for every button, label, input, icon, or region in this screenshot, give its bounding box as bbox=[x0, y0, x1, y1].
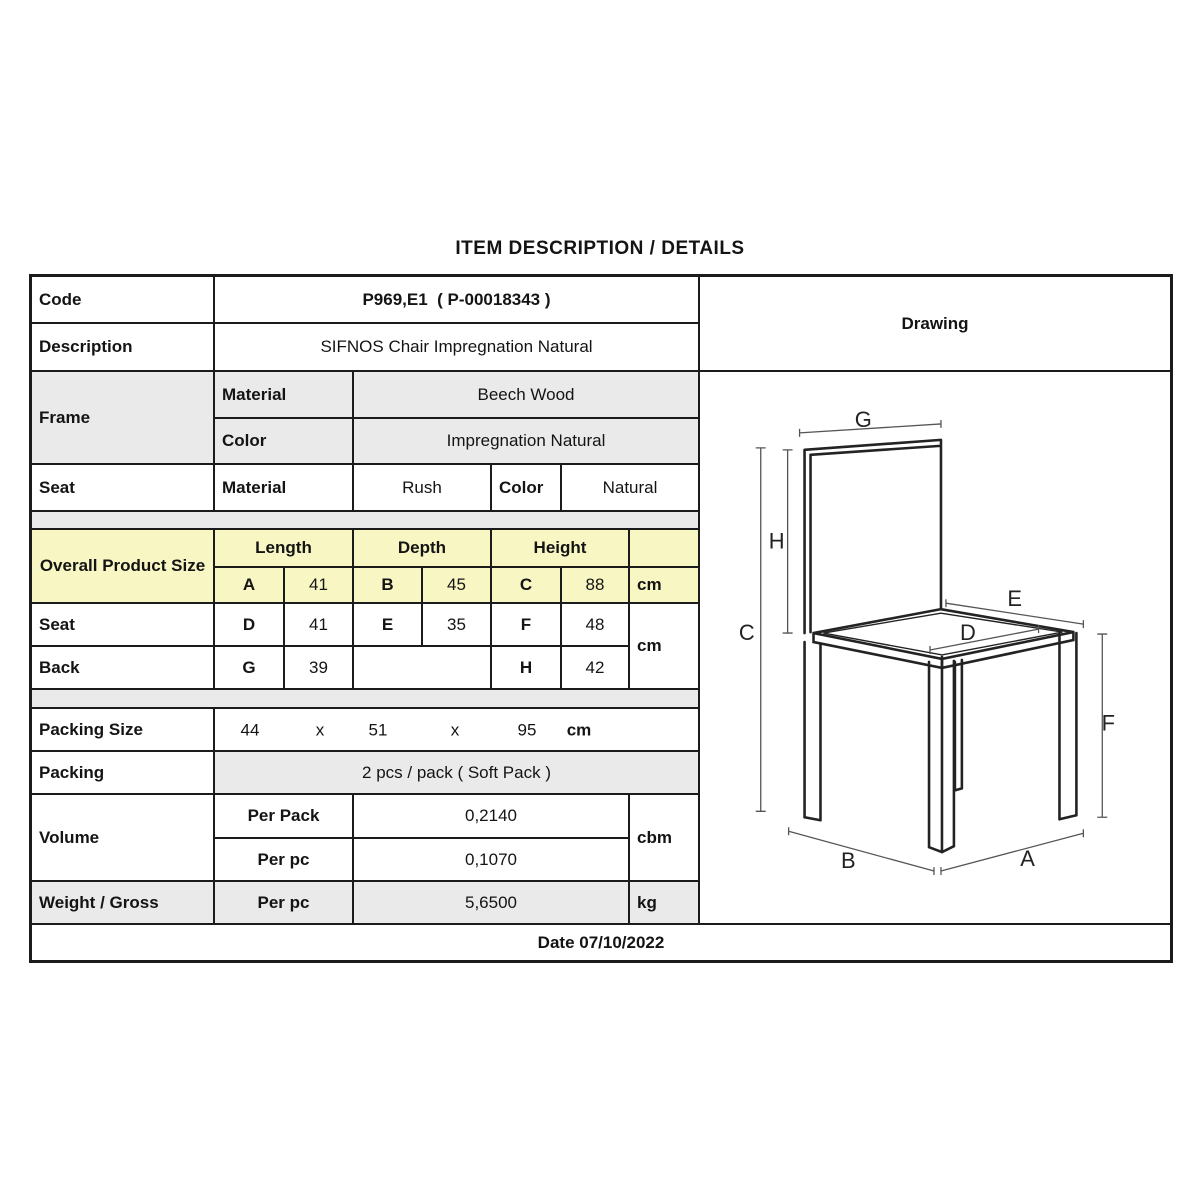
dim-key-c: C bbox=[490, 566, 562, 604]
volume-per-pc-label: Per pc bbox=[213, 837, 354, 882]
size-header-empty-cell bbox=[628, 528, 700, 568]
weight-value: 5,6500 bbox=[352, 880, 630, 925]
dim-key-a: A bbox=[213, 566, 285, 604]
drawing-cell bbox=[698, 370, 1172, 925]
dim-label-e: E bbox=[1007, 586, 1022, 612]
dim-key-h: H bbox=[490, 645, 562, 690]
dimension-lines bbox=[756, 420, 1108, 875]
description-label: Description bbox=[30, 322, 215, 372]
chair-drawing bbox=[700, 372, 1170, 923]
code-value: P969,E1 ( P-00018343 ) bbox=[213, 275, 700, 324]
weight-label: Weight / Gross bbox=[30, 880, 215, 925]
spacer-row bbox=[30, 510, 700, 530]
seat-material-label: Material bbox=[213, 463, 354, 512]
seat-back-unit: cm bbox=[628, 602, 700, 690]
dim-label-a: A bbox=[1020, 846, 1035, 872]
volume-label: Volume bbox=[30, 793, 215, 882]
dim-key-f: F bbox=[490, 602, 562, 647]
dim-label-c: C bbox=[738, 620, 755, 646]
depth-header: Depth bbox=[352, 528, 492, 568]
weight-per-pc-label: Per pc bbox=[213, 880, 354, 925]
frame-label: Frame bbox=[30, 370, 215, 465]
dim-label-d: D bbox=[959, 620, 976, 646]
frame-material-label: Material bbox=[213, 370, 354, 419]
dim-value-a: 41 bbox=[283, 566, 354, 604]
dim-key-e: E bbox=[352, 602, 423, 647]
dim-value-h: 42 bbox=[560, 645, 630, 690]
frame-color-label: Color bbox=[213, 417, 354, 465]
packing-label: Packing bbox=[30, 750, 215, 795]
overall-size-label: Overall Product Size bbox=[30, 528, 215, 604]
packing-depth: 51 bbox=[368, 719, 388, 739]
dim-key-g: G bbox=[213, 645, 285, 690]
description-value: SIFNOS Chair Impregnation Natural bbox=[213, 322, 700, 372]
packing-value: 2 pcs / pack ( Soft Pack ) bbox=[213, 750, 700, 795]
height-header: Height bbox=[490, 528, 630, 568]
frame-material-value: Beech Wood bbox=[352, 370, 700, 419]
dim-label-h: H bbox=[768, 528, 785, 554]
seat-material-value: Rush bbox=[352, 463, 492, 512]
volume-unit: cbm bbox=[628, 793, 700, 882]
dim-value-b: 45 bbox=[421, 566, 492, 604]
frame-color-value: Impregnation Natural bbox=[352, 417, 700, 465]
volume-per-pc-value: 0,1070 bbox=[352, 837, 630, 882]
dim-key-d: D bbox=[213, 602, 285, 647]
weight-unit: kg bbox=[628, 880, 700, 925]
dim-label-g: G bbox=[854, 406, 872, 432]
date-row: Date 07/10/2022 bbox=[30, 923, 1172, 962]
packing-size-value bbox=[213, 707, 700, 752]
volume-per-pack-label: Per Pack bbox=[213, 793, 354, 839]
dim-value-e: 35 bbox=[421, 602, 492, 647]
dim-label-b: B bbox=[841, 848, 856, 874]
packing-size-label: Packing Size bbox=[30, 707, 215, 752]
back-dims-label: Back bbox=[30, 645, 215, 690]
dim-key-b: B bbox=[352, 566, 423, 604]
packing-width: 44 bbox=[240, 719, 260, 739]
back-row-empty-cell bbox=[352, 645, 492, 690]
code-label: Code bbox=[30, 275, 215, 324]
dim-value-g: 39 bbox=[283, 645, 354, 690]
chair-outline bbox=[805, 440, 1077, 852]
packing-size-unit: cm bbox=[566, 719, 592, 739]
spacer-row bbox=[30, 688, 700, 709]
page-title: ITEM DESCRIPTION / DETAILS bbox=[455, 238, 745, 259]
packing-sep: x bbox=[315, 719, 325, 739]
drawing-header: Drawing bbox=[698, 275, 1172, 372]
seat-color-value: Natural bbox=[560, 463, 700, 512]
length-header: Length bbox=[213, 528, 354, 568]
dim-label-f: F bbox=[1101, 710, 1115, 736]
volume-per-pack-value: 0,2140 bbox=[352, 793, 630, 839]
packing-height: 95 bbox=[517, 719, 537, 739]
dim-value-c: 88 bbox=[560, 566, 630, 604]
seat-color-label: Color bbox=[490, 463, 562, 512]
overall-unit: cm bbox=[628, 566, 700, 604]
packing-sep: x bbox=[450, 719, 460, 739]
seat-dims-label: Seat bbox=[30, 602, 215, 647]
seat-label: Seat bbox=[30, 463, 215, 512]
dim-value-f: 48 bbox=[560, 602, 630, 647]
dim-value-d: 41 bbox=[283, 602, 354, 647]
